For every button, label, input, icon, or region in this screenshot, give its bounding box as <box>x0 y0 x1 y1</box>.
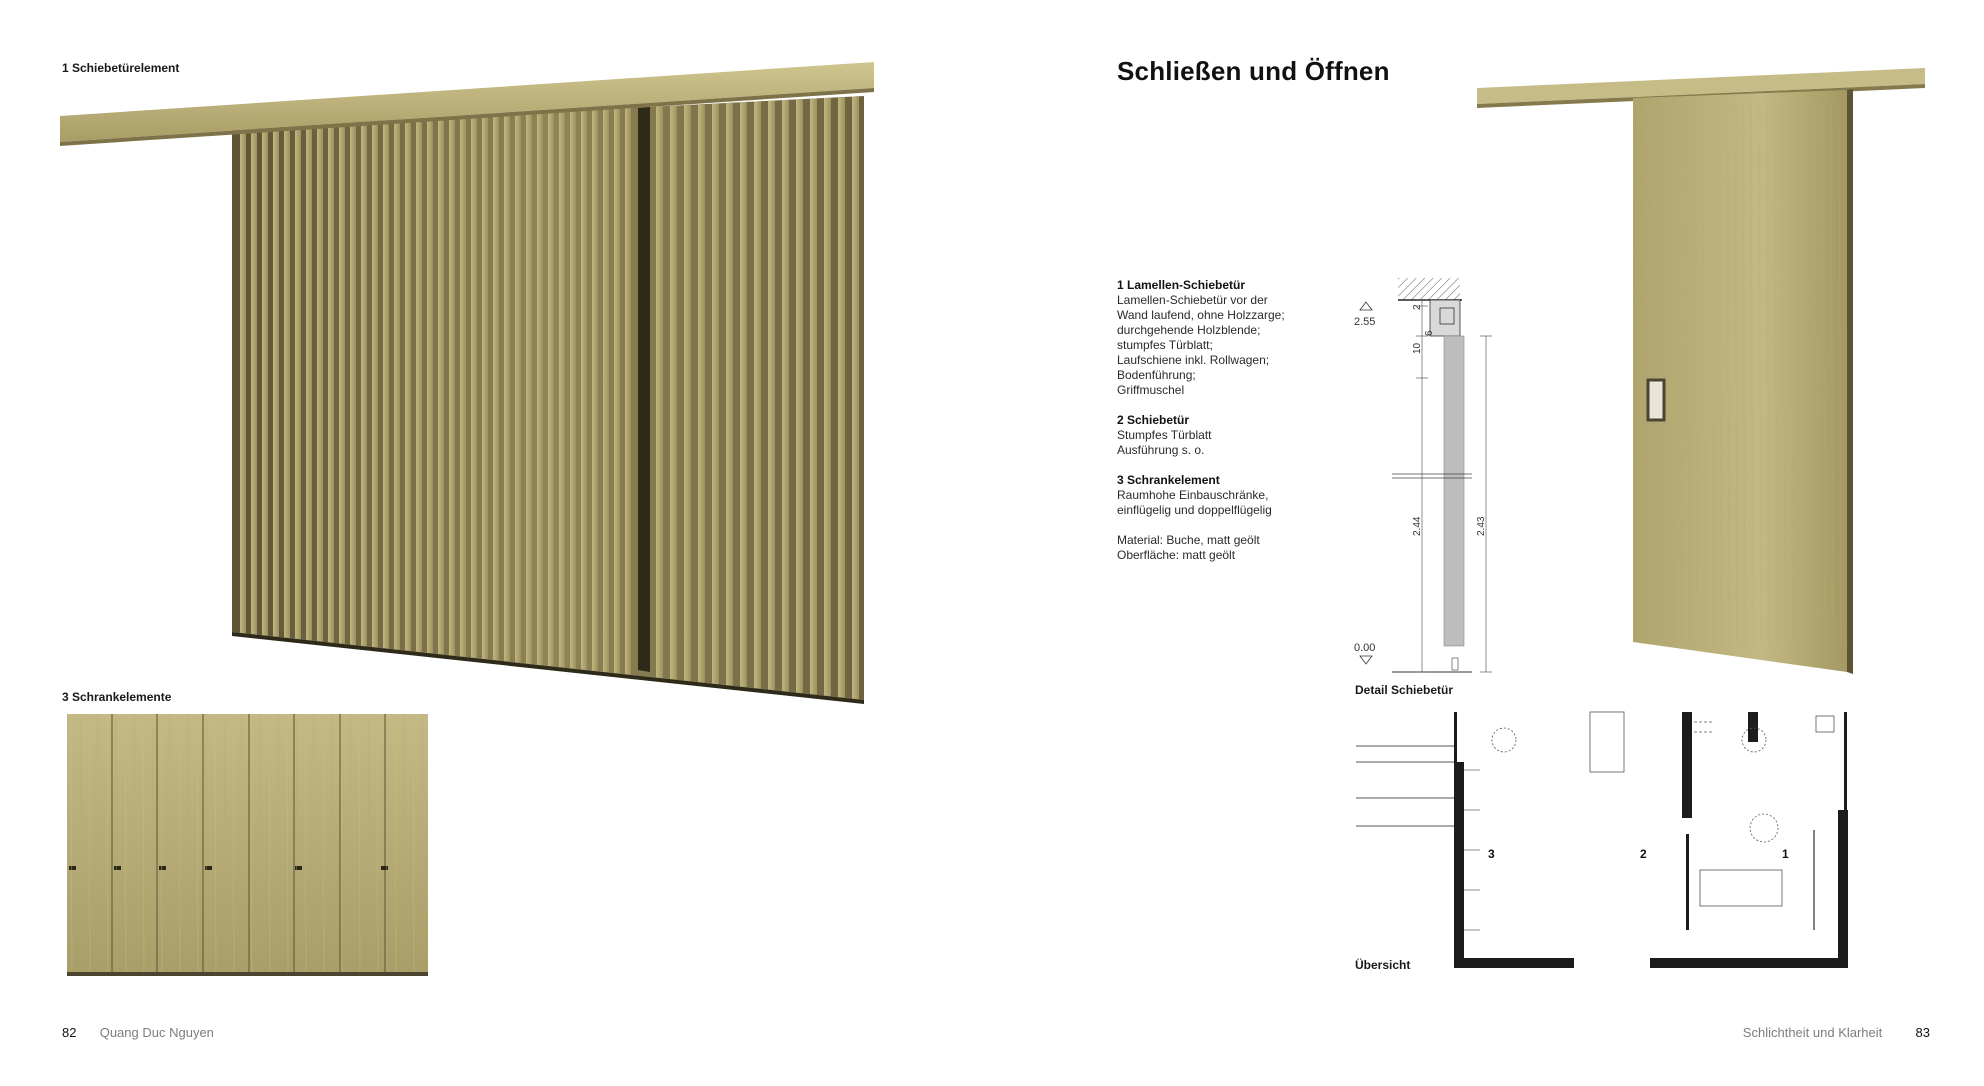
legend-line: Griffmuschel <box>1117 383 1185 397</box>
louvre-slat <box>383 120 389 649</box>
louvre-slat <box>570 111 576 669</box>
legend-line: Wand laufend, ohne Holzzarge; <box>1117 308 1285 322</box>
plan-label-2: 2 <box>1640 847 1647 861</box>
louvre-slat <box>656 106 663 678</box>
sliding-louvre-door-render <box>58 58 888 708</box>
louvre-slat <box>328 123 334 643</box>
louvre-slat <box>581 110 587 670</box>
wall-left <box>1454 762 1464 968</box>
louvre-slat <box>273 126 279 637</box>
louvre-slat <box>493 114 499 660</box>
floor-plan-overview <box>1354 710 1849 972</box>
ceiling-hatch <box>1398 278 1460 300</box>
louvre-slat <box>712 103 719 684</box>
legend-line: stumpfes Türblatt; <box>1117 338 1213 352</box>
dim-10: 10 <box>1412 342 1423 354</box>
louvre-slat <box>768 101 775 691</box>
louvre-slat <box>726 103 733 686</box>
caption-detail: Detail Schiebetür <box>1355 683 1454 697</box>
caption-cabinet-elements: 3 Schrankelemente <box>62 690 172 704</box>
louvre-slat <box>460 116 466 657</box>
wall-bottom-2 <box>1650 958 1782 968</box>
louvre-slat <box>339 122 345 644</box>
cabinet-handle-slot <box>381 866 388 870</box>
louvre-slat <box>740 102 747 687</box>
louvre-slat <box>427 118 433 654</box>
cabinet-handle-slot <box>114 866 121 870</box>
louvre-slat <box>438 117 444 655</box>
dim-2-44: 2.44 <box>1412 516 1423 536</box>
cabinet-handle-slot <box>205 866 212 870</box>
legend-line: Stumpfes Türblatt <box>1117 428 1212 442</box>
door-handle-recess <box>1648 380 1664 420</box>
louvre-slat <box>810 98 817 695</box>
louvre-slat <box>295 125 301 640</box>
louvre-slat <box>317 123 323 641</box>
louvre-slat <box>824 98 831 697</box>
level-top-label: 2.55 <box>1354 316 1376 328</box>
wall-right <box>1838 810 1848 968</box>
louvre-slat <box>625 108 631 675</box>
section-title: Schlichtheit und Klarheit <box>1742 1025 1883 1040</box>
louvre-slat <box>796 99 803 693</box>
louvre-slat <box>284 125 290 638</box>
louvre-slat <box>838 97 845 698</box>
louvre-slat <box>684 105 691 682</box>
dim-2: 2 <box>1412 304 1423 310</box>
author-name: Quang Duc Nguyen <box>99 1025 214 1040</box>
detail-section-drawing <box>1352 274 1502 674</box>
legend-line: Raumhohe Einbauschränke, <box>1117 488 1269 502</box>
louvre-slat <box>504 114 510 662</box>
louvre-slat <box>537 112 543 665</box>
caption-sliding-door-element: 1 Schiebetürelement <box>62 61 180 75</box>
dim-2-43: 2.43 <box>1476 516 1487 536</box>
legend-heading-1: 1 Lamellen-Schiebetür <box>1117 278 1246 292</box>
footer-left <box>62 1025 214 1040</box>
footer-right <box>1743 1025 1930 1040</box>
louvre-slat <box>405 119 411 651</box>
legend-line: durchgehende Holzblende; <box>1117 323 1261 337</box>
louvre-slat <box>526 113 532 664</box>
caption-overview: Übersicht <box>1355 958 1411 972</box>
louvre-slat <box>394 119 400 650</box>
louvre-slat <box>852 96 859 699</box>
level-marker-bottom <box>1360 656 1372 664</box>
page-number-right: 83 <box>1915 1025 1930 1040</box>
legend-line: Oberfläche: matt geölt <box>1117 548 1236 562</box>
door-leaf-section <box>1444 336 1464 646</box>
page-title: Schließen und Öffnen <box>1117 56 1390 86</box>
plan-label-1: 1 <box>1782 847 1789 861</box>
cabinet-handle-slot <box>295 866 302 870</box>
dim-6: 6 <box>1424 330 1435 336</box>
louvre-slat <box>548 112 554 667</box>
louvre-slat <box>361 121 367 646</box>
louvre-slat <box>240 127 246 633</box>
cabinet-handle-slot <box>69 866 76 870</box>
louvre-slat <box>306 124 312 641</box>
cabinet-elements-render <box>67 714 428 976</box>
wall-bottom-1 <box>1454 958 1574 968</box>
plan-label-3: 3 <box>1488 847 1495 861</box>
louvre-slat <box>372 121 378 648</box>
louvre-slat <box>614 108 620 673</box>
legend-line: Laufschiene inkl. Rollwagen; <box>1117 353 1270 367</box>
legend-item-2 <box>1117 413 1317 458</box>
legend-item-1 <box>1117 278 1317 398</box>
door-frame-edge <box>638 107 650 672</box>
louvre-slat <box>603 109 609 673</box>
legend-line: Bodenführung; <box>1117 368 1196 382</box>
louvre-slat <box>449 117 455 656</box>
louvre-slat <box>262 126 268 636</box>
legend-line: einflügelig und doppelflügelig <box>1117 503 1272 517</box>
louvre-slat <box>482 115 488 660</box>
louvre-slat <box>350 122 356 646</box>
sliding-door-render <box>1475 64 1930 682</box>
legend-line: Lamellen-Schiebetür vor der <box>1117 293 1268 307</box>
level-marker-top <box>1360 302 1372 310</box>
louvre-slat <box>559 111 565 668</box>
legend-line: Ausführung s. o. <box>1117 443 1205 457</box>
legend-heading-2: 2 Schiebetür <box>1117 413 1190 427</box>
legend-line: Material: Buche, matt geölt <box>1117 533 1260 547</box>
page-number-left: 82 <box>62 1025 77 1040</box>
legend <box>1117 278 1317 578</box>
louvre-slat <box>471 116 477 659</box>
legend-material <box>1117 533 1317 563</box>
cabinet-handle-slot <box>159 866 166 870</box>
louvre-slat <box>515 113 521 663</box>
legend-item-3 <box>1117 473 1317 518</box>
louvre-slat <box>592 109 598 671</box>
louvre-slat <box>251 127 257 635</box>
louvre-slat <box>698 104 705 683</box>
louvre-slat <box>782 100 789 692</box>
louvre-slat <box>754 101 761 689</box>
wall-partition <box>1682 712 1692 818</box>
louvre-slat <box>670 105 677 679</box>
louvre-slat <box>416 118 422 652</box>
legend-heading-3: 3 Schrankelement <box>1117 473 1220 487</box>
level-bottom-label: 0.00 <box>1354 642 1376 654</box>
